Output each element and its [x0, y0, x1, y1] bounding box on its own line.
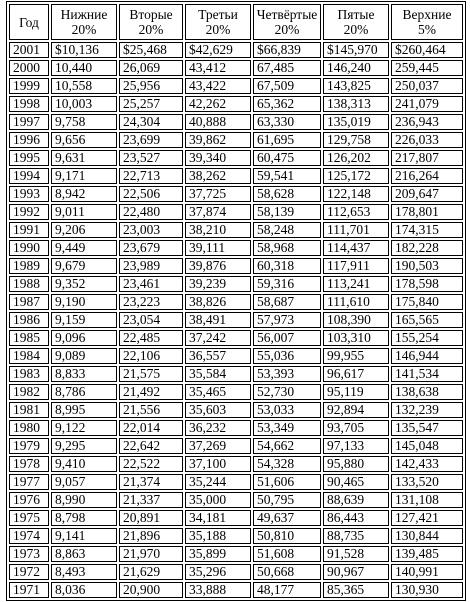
table-row [9, 168, 463, 184]
income-cell: 125,172 [323, 168, 389, 184]
income-cell: 54,662 [253, 438, 321, 454]
income-cell: 10,003 [51, 96, 117, 112]
table-row [9, 258, 463, 274]
header-cell-year [9, 4, 49, 40]
income-cell: 35,188 [185, 528, 251, 544]
income-cell: 38,826 [185, 294, 251, 310]
income-cell: $42,629 [185, 42, 251, 58]
header-cell-lowest [51, 4, 117, 40]
year-cell: 1999 [9, 78, 49, 94]
income-cell: 21,575 [119, 366, 183, 382]
year-cell: 1985 [9, 330, 49, 346]
income-cell: 95,119 [323, 384, 389, 400]
income-cell: 37,269 [185, 438, 251, 454]
income-cell: 24,304 [119, 114, 183, 130]
income-cell: 50,668 [253, 564, 321, 580]
income-cell: 59,316 [253, 276, 321, 292]
income-cell: 143,825 [323, 78, 389, 94]
income-cell: 190,503 [391, 258, 463, 274]
income-cell: 130,844 [391, 528, 463, 544]
income-cell: 9,410 [51, 456, 117, 472]
income-cell: 8,786 [51, 384, 117, 400]
income-cell: 142,433 [391, 456, 463, 472]
income-cell: 111,701 [323, 222, 389, 238]
income-cell: $10,136 [51, 42, 117, 58]
table-row [9, 384, 463, 400]
year-cell: 1973 [9, 546, 49, 562]
income-cell: 93,705 [323, 420, 389, 436]
year-cell: 1997 [9, 114, 49, 130]
income-cell: 22,642 [119, 438, 183, 454]
year-cell: 1992 [9, 204, 49, 220]
income-cell: 23,461 [119, 276, 183, 292]
income-cell: 90,967 [323, 564, 389, 580]
income-cell: 9,141 [51, 528, 117, 544]
income-cell: 9,295 [51, 438, 117, 454]
table-row [9, 564, 463, 580]
year-cell: 1993 [9, 186, 49, 202]
table-row [9, 348, 463, 364]
income-cell: 22,506 [119, 186, 183, 202]
income-cell: 23,003 [119, 222, 183, 238]
income-cell: 9,096 [51, 330, 117, 346]
table-row [9, 492, 463, 508]
income-cell: 35,899 [185, 546, 251, 562]
year-cell: 1996 [9, 132, 49, 148]
income-cell: 8,798 [51, 510, 117, 526]
income-cell: 58,248 [253, 222, 321, 238]
income-cell: 35,603 [185, 402, 251, 418]
header-line: Вторые [129, 7, 173, 22]
income-cell: 217,807 [391, 150, 463, 166]
income-cell: 60,318 [253, 258, 321, 274]
table-row [9, 402, 463, 418]
table-row [9, 42, 463, 58]
income-cell: 35,000 [185, 492, 251, 508]
table-row [9, 240, 463, 256]
income-cell: 37,725 [185, 186, 251, 202]
income-cell: 38,262 [185, 168, 251, 184]
year-cell: 1995 [9, 150, 49, 166]
income-table [6, 1, 466, 601]
year-cell: 1984 [9, 348, 49, 364]
table-row [9, 330, 463, 346]
income-cell: 22,480 [119, 204, 183, 220]
income-cell: 59,541 [253, 168, 321, 184]
income-cell: 9,758 [51, 114, 117, 130]
header-line: 20% [205, 22, 231, 37]
header-line: Верхние [402, 7, 452, 22]
income-cell: 139,485 [391, 546, 463, 562]
year-cell: 1986 [9, 312, 49, 328]
header-row [9, 4, 463, 40]
table-row [9, 78, 463, 94]
income-cell: 8,990 [51, 492, 117, 508]
income-cell: 8,833 [51, 366, 117, 382]
income-cell: 114,437 [323, 240, 389, 256]
income-cell: 92,894 [323, 402, 389, 418]
income-cell: 131,108 [391, 492, 463, 508]
table-row [9, 222, 463, 238]
year-cell: 1977 [9, 474, 49, 490]
income-cell: 21,556 [119, 402, 183, 418]
income-cell: 111,610 [323, 294, 389, 310]
income-cell: 35,296 [185, 564, 251, 580]
income-cell: 9,171 [51, 168, 117, 184]
year-cell: 1990 [9, 240, 49, 256]
income-cell: 34,181 [185, 510, 251, 526]
income-cell: 23,699 [119, 132, 183, 148]
income-cell: 58,139 [253, 204, 321, 220]
income-cell: 132,239 [391, 402, 463, 418]
year-cell: 1971 [9, 582, 49, 598]
income-cell: 9,656 [51, 132, 117, 148]
income-cell: 37,242 [185, 330, 251, 346]
income-cell: 25,956 [119, 78, 183, 94]
table-row [9, 312, 463, 328]
income-cell: 23,989 [119, 258, 183, 274]
income-cell: 53,033 [253, 402, 321, 418]
header-line: 20% [138, 22, 164, 37]
income-cell: 58,628 [253, 186, 321, 202]
income-cell: 39,340 [185, 150, 251, 166]
header-line: 20% [274, 22, 300, 37]
income-cell: 8,863 [51, 546, 117, 562]
income-cell: 33,888 [185, 582, 251, 598]
header-cell-third [185, 4, 251, 40]
income-cell: 9,057 [51, 474, 117, 490]
income-cell: 8,493 [51, 564, 117, 580]
income-cell: 35,244 [185, 474, 251, 490]
income-cell: 9,206 [51, 222, 117, 238]
year-cell: 1983 [9, 366, 49, 382]
income-cell: 22,713 [119, 168, 183, 184]
year-cell: 1989 [9, 258, 49, 274]
income-cell: 122,148 [323, 186, 389, 202]
income-cell: 22,014 [119, 420, 183, 436]
year-cell: 1981 [9, 402, 49, 418]
header-line: Год [19, 14, 39, 30]
income-cell: 86,443 [323, 510, 389, 526]
income-cell: 95,880 [323, 456, 389, 472]
income-cell: 21,492 [119, 384, 183, 400]
income-cell: 56,007 [253, 330, 321, 346]
income-cell: 146,240 [323, 60, 389, 76]
income-cell: 51,606 [253, 474, 321, 490]
income-cell: 38,210 [185, 222, 251, 238]
income-cell: 21,896 [119, 528, 183, 544]
year-cell: 1998 [9, 96, 49, 112]
income-cell: 25,257 [119, 96, 183, 112]
income-cell: 22,485 [119, 330, 183, 346]
header-cell-fourth [253, 4, 321, 40]
income-cell: 21,337 [119, 492, 183, 508]
year-cell: 2000 [9, 60, 49, 76]
income-cell: 91,528 [323, 546, 389, 562]
header-line: Третьи [198, 7, 238, 22]
year-cell: 1972 [9, 564, 49, 580]
income-cell: 10,440 [51, 60, 117, 76]
income-cell: 43,422 [185, 78, 251, 94]
year-cell: 1991 [9, 222, 49, 238]
income-cell: 9,159 [51, 312, 117, 328]
income-cell: 23,679 [119, 240, 183, 256]
income-cell: 36,232 [185, 420, 251, 436]
income-cell: 52,730 [253, 384, 321, 400]
income-cell: 39,876 [185, 258, 251, 274]
income-cell: 88,735 [323, 528, 389, 544]
income-cell: 48,177 [253, 582, 321, 598]
income-cell: 39,111 [185, 240, 251, 256]
income-cell: 9,631 [51, 150, 117, 166]
table-row [9, 294, 463, 310]
year-cell: 1978 [9, 456, 49, 472]
header-line: Четвёртые [256, 7, 318, 22]
income-cell: 39,239 [185, 276, 251, 292]
income-cell: 85,365 [323, 582, 389, 598]
income-cell: 135,019 [323, 114, 389, 130]
header-line: 20% [71, 22, 97, 37]
income-cell: 108,390 [323, 312, 389, 328]
income-cell: 43,412 [185, 60, 251, 76]
header-line: 20% [343, 22, 369, 37]
income-cell: 20,891 [119, 510, 183, 526]
header-line: Пятые [337, 7, 375, 22]
income-cell: 23,223 [119, 294, 183, 310]
income-cell: 61,695 [253, 132, 321, 148]
income-cell: 90,465 [323, 474, 389, 490]
table-row [9, 474, 463, 490]
table-row [9, 546, 463, 562]
income-cell: 236,943 [391, 114, 463, 130]
income-cell: $260,464 [391, 42, 463, 58]
income-cell: 146,944 [391, 348, 463, 364]
income-cell: 22,522 [119, 456, 183, 472]
income-cell: 174,315 [391, 222, 463, 238]
header-cell-top [391, 4, 463, 40]
income-cell: 9,449 [51, 240, 117, 256]
year-cell: 1994 [9, 168, 49, 184]
income-cell: 88,639 [323, 492, 389, 508]
income-cell: 8,036 [51, 582, 117, 598]
income-cell: 21,629 [119, 564, 183, 580]
income-cell: 140,991 [391, 564, 463, 580]
income-cell: 155,254 [391, 330, 463, 346]
income-cell: 50,810 [253, 528, 321, 544]
table-row [9, 582, 463, 598]
income-cell: 165,565 [391, 312, 463, 328]
income-cell: 35,584 [185, 366, 251, 382]
income-cell: 58,687 [253, 294, 321, 310]
year-cell: 1982 [9, 384, 49, 400]
year-cell: 1976 [9, 492, 49, 508]
income-cell: 35,465 [185, 384, 251, 400]
income-cell: 37,874 [185, 204, 251, 220]
year-cell: 1975 [9, 510, 49, 526]
income-cell: 67,485 [253, 60, 321, 76]
income-cell: 55,036 [253, 348, 321, 364]
income-cell: 9,089 [51, 348, 117, 364]
income-cell: 103,310 [323, 330, 389, 346]
income-cell: 112,653 [323, 204, 389, 220]
income-cell: 23,054 [119, 312, 183, 328]
income-cell: 65,362 [253, 96, 321, 112]
table-body [9, 42, 463, 598]
income-cell: 145,048 [391, 438, 463, 454]
income-cell: 126,202 [323, 150, 389, 166]
income-cell: 209,647 [391, 186, 463, 202]
table-row [9, 510, 463, 526]
income-cell: 9,679 [51, 258, 117, 274]
income-cell: 67,509 [253, 78, 321, 94]
income-cell: 9,352 [51, 276, 117, 292]
income-cell: $145,970 [323, 42, 389, 58]
income-cell: 141,534 [391, 366, 463, 382]
income-cell: 178,598 [391, 276, 463, 292]
income-cell: 130,930 [391, 582, 463, 598]
table-row [9, 420, 463, 436]
year-cell: 1988 [9, 276, 49, 292]
header-cell-second [119, 4, 183, 40]
income-cell: 39,862 [185, 132, 251, 148]
year-cell: 1979 [9, 438, 49, 454]
year-cell: 1974 [9, 528, 49, 544]
income-cell: 36,557 [185, 348, 251, 364]
income-cell: 127,421 [391, 510, 463, 526]
income-cell: 53,349 [253, 420, 321, 436]
income-cell: 135,547 [391, 420, 463, 436]
income-cell: 138,313 [323, 96, 389, 112]
table-row [9, 456, 463, 472]
income-cell: 8,995 [51, 402, 117, 418]
income-cell: 113,241 [323, 276, 389, 292]
income-cell: $66,839 [253, 42, 321, 58]
income-cell: 226,033 [391, 132, 463, 148]
table-container [6, 1, 466, 601]
table-row [9, 114, 463, 130]
income-cell: 9,011 [51, 204, 117, 220]
income-cell: 54,328 [253, 456, 321, 472]
income-cell: 21,374 [119, 474, 183, 490]
header-line: 5% [418, 22, 436, 37]
income-cell: 138,638 [391, 384, 463, 400]
income-cell: 216,264 [391, 168, 463, 184]
income-cell: 26,069 [119, 60, 183, 76]
year-cell: 2001 [9, 42, 49, 58]
income-cell: 40,888 [185, 114, 251, 130]
year-cell: 1987 [9, 294, 49, 310]
income-cell: 182,228 [391, 240, 463, 256]
income-cell: 259,445 [391, 60, 463, 76]
income-cell: 58,968 [253, 240, 321, 256]
table-row [9, 150, 463, 166]
income-cell: 133,520 [391, 474, 463, 490]
income-cell: 97,133 [323, 438, 389, 454]
income-cell: 9,122 [51, 420, 117, 436]
income-cell: 49,637 [253, 510, 321, 526]
income-cell: 241,079 [391, 96, 463, 112]
income-cell: 53,393 [253, 366, 321, 382]
income-cell: $25,468 [119, 42, 183, 58]
table-row [9, 438, 463, 454]
income-cell: 60,475 [253, 150, 321, 166]
income-cell: 38,491 [185, 312, 251, 328]
table-row [9, 60, 463, 76]
income-cell: 117,911 [323, 258, 389, 274]
table-row [9, 96, 463, 112]
income-cell: 20,900 [119, 582, 183, 598]
header-cell-fifth [323, 4, 389, 40]
income-cell: 21,970 [119, 546, 183, 562]
table-row [9, 204, 463, 220]
income-cell: 8,942 [51, 186, 117, 202]
income-cell: 129,758 [323, 132, 389, 148]
income-cell: 250,037 [391, 78, 463, 94]
income-cell: 96,617 [323, 366, 389, 382]
table-row [9, 186, 463, 202]
income-cell: 175,840 [391, 294, 463, 310]
income-cell: 57,973 [253, 312, 321, 328]
table-row [9, 528, 463, 544]
income-cell: 51,608 [253, 546, 321, 562]
income-cell: 37,100 [185, 456, 251, 472]
header-line: Нижние [60, 7, 108, 22]
income-cell: 42,262 [185, 96, 251, 112]
table-row [9, 366, 463, 382]
income-cell: 63,330 [253, 114, 321, 130]
table-row [9, 276, 463, 292]
table-row [9, 132, 463, 148]
income-cell: 9,190 [51, 294, 117, 310]
income-cell: 22,106 [119, 348, 183, 364]
income-cell: 99,955 [323, 348, 389, 364]
income-cell: 50,795 [253, 492, 321, 508]
income-cell: 10,558 [51, 78, 117, 94]
income-cell: 178,801 [391, 204, 463, 220]
income-cell: 23,527 [119, 150, 183, 166]
year-cell: 1980 [9, 420, 49, 436]
